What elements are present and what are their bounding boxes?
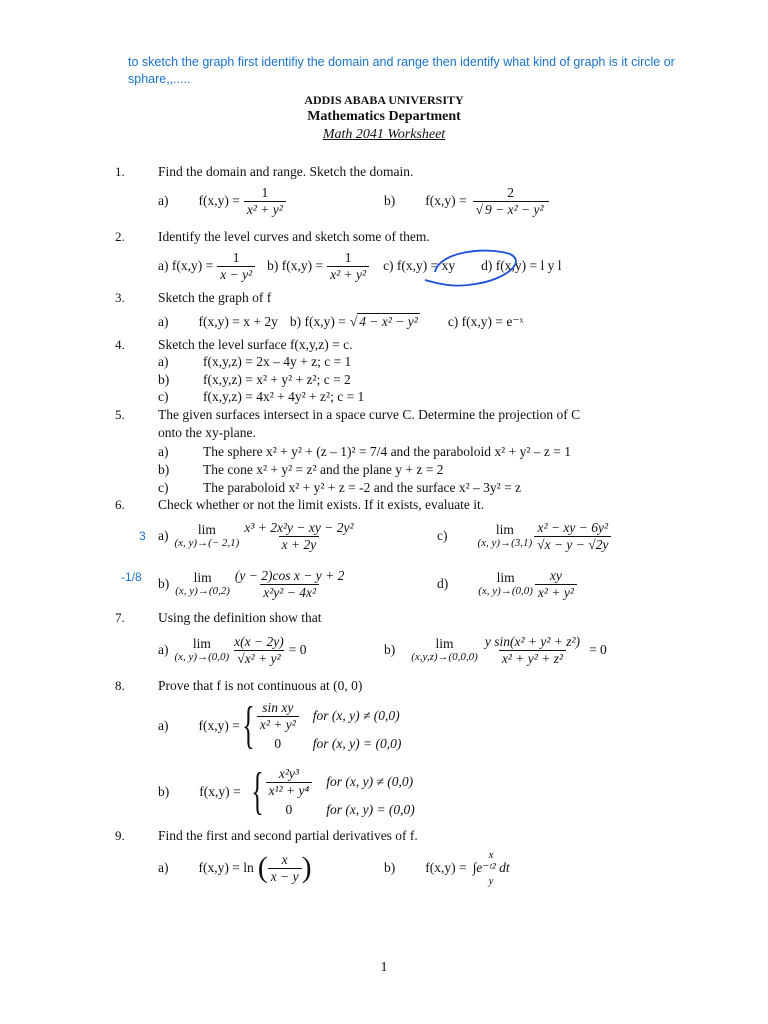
lhs: f(x,y) = [425, 860, 467, 875]
problem-4-item-a: f(x,y,z) = 2x – 4y + z; c = 1 [203, 354, 352, 369]
fraction [534, 520, 611, 552]
problem-2-number: 2. [115, 229, 125, 244]
problem-6-number: 6. [115, 497, 125, 512]
label-a: a) [158, 642, 169, 657]
denominator: x − y [268, 868, 302, 885]
problem-4-item-b: f(x,y,z) = x² + y² + z²; c = 2 [203, 372, 351, 387]
problem-5-item-b: The cone x² + y² = z² and the plane y + z = 2 [203, 462, 444, 477]
fraction [257, 700, 299, 732]
limit [478, 571, 533, 598]
problem-4-item-b-label: b) [158, 372, 170, 387]
denominator: x − y² [217, 266, 255, 283]
lim-subscript: (x, y)→(3,1) [477, 537, 533, 550]
numerator: x²y³ [278, 765, 299, 781]
problem-8-text: Prove that f is not continuous at (0, 0) [158, 678, 363, 693]
annotation-note-line-1: to sketch the graph first identifiy the domain and range then identify what kind of graph is it circle or [128, 55, 675, 69]
lim-subscript: (x,y,z)→(0,0,0) [411, 651, 478, 664]
zero-value: 0 [285, 802, 293, 818]
limit [411, 637, 478, 664]
radicand: 9 − x² − y² [485, 201, 544, 217]
problem-9a [158, 846, 312, 890]
problem-9-number: 9. [115, 828, 125, 843]
lhs: f(x,y) = [425, 193, 467, 208]
problem-6d [437, 562, 577, 606]
lhs: f(x,y) = [199, 784, 241, 799]
handwritten-circle-annotation [415, 244, 525, 292]
denominator: x + 2y [279, 536, 320, 553]
problem-7b [384, 628, 607, 672]
numerator: 1 [232, 249, 240, 265]
denominator: x² + y² [535, 584, 577, 601]
lim-subscript: (x, y)→(− 2,1) [174, 537, 240, 550]
limit [175, 637, 230, 664]
lim-word: lim [193, 569, 212, 585]
integral-body: ∫e⁻ᵗ² dt [472, 860, 510, 876]
problem-5-item-c: The paraboloid x² + y² + z = -2 and the surface x² – 3y² = z [203, 480, 522, 495]
numerator: 2 [507, 184, 514, 200]
margin-note-minus-1-8: -1/8 [121, 570, 142, 584]
problem-9-text: Find the first and second partial derivatives of f. [158, 828, 418, 843]
problem-6c [437, 514, 611, 558]
lhs: f(x,y) = ln [198, 860, 254, 875]
label-a: a) f(x,y) = [158, 258, 214, 273]
problem-4-number: 4. [115, 337, 125, 352]
cases [266, 766, 415, 818]
problem-3-text: Sketch the graph of f [158, 290, 272, 305]
label-b: b) [158, 576, 170, 591]
numerator: xy [549, 567, 562, 583]
condition-2: for (x, y) = (0,0) [312, 736, 402, 752]
fraction [535, 568, 577, 600]
label-c: c) [437, 528, 448, 543]
problem-5-text-1: The given surfaces intersect in a space curve C. Determine the projection of C [158, 407, 581, 422]
denominator: x² + y² + z² [499, 650, 566, 667]
problem-6-text: Check whether or not the limit exists. If it exists, evaluate it. [158, 497, 485, 512]
problem-4-item-c-label: c) [158, 389, 169, 404]
integral-bounds [473, 849, 510, 887]
equals-zero: = 0 [288, 642, 307, 657]
numerator: 1 [344, 249, 352, 265]
problem-4-item-c: f(x,y,z) = 4x² + 4y² + z²; c = 1 [203, 389, 365, 404]
label-b: b) [384, 642, 396, 657]
lim-subscript: (x, y)→(0,0) [174, 651, 230, 664]
numerator: x(x − 2y) [234, 633, 284, 649]
label-c: c) f(x,y) = xy [383, 258, 456, 273]
numerator: x² − xy − 6y² [537, 519, 609, 535]
limit [478, 523, 533, 550]
problem-7a [158, 628, 307, 672]
label-a: a) [158, 860, 169, 875]
label-b: b) [384, 193, 396, 208]
denominator: √x² + y² [234, 650, 283, 667]
brace: { [242, 697, 255, 754]
label-a: a) [158, 528, 169, 543]
equals-zero: = 0 [589, 642, 607, 657]
label-d: d) f(x,y) = l y l [481, 258, 562, 273]
label-b: b) f(x,y) = [267, 258, 324, 273]
lim-word: lim [192, 635, 211, 651]
condition-1: for (x, y) ≠ (0,0) [312, 708, 400, 723]
problem-5-item-a-label: a) [158, 444, 169, 459]
radicand: 4 − x² − y² [359, 314, 418, 329]
fraction [268, 852, 302, 884]
problem-1a [158, 184, 286, 218]
annotation-note-line-2: sphare,,..... [128, 72, 191, 86]
denominator: √x − y − √2y [534, 536, 611, 553]
problem-1-number: 1. [115, 164, 125, 179]
lower-bound: y [488, 874, 494, 887]
label-c: c) f(x,y) = e⁻ˣ [447, 314, 524, 329]
root-b: √ 4 − x² − y² [349, 314, 418, 329]
numerator: y sin(x² + y² + z²) [484, 633, 581, 649]
denominator: x² + y² [244, 201, 286, 218]
lim-word: lim [496, 569, 515, 585]
problem-4-text: Sketch the level surface f(x,y,z) = c. [158, 337, 353, 352]
expr-a: f(x,y) = x + 2y [198, 314, 278, 329]
brace: { [250, 763, 264, 820]
limit [175, 523, 240, 550]
label-a: a) [158, 193, 169, 208]
fraction [244, 185, 286, 217]
label-b: b) f(x,y) = [289, 314, 346, 329]
fraction-b [327, 250, 369, 282]
problem-5-number: 5. [115, 407, 125, 422]
problem-1-text: Find the domain and range. Sketch the domain. [158, 164, 414, 179]
department-name: Mathematics Department [307, 109, 461, 124]
right-paren: ) [301, 851, 312, 884]
lim-word: lim [435, 635, 454, 651]
problem-5-text-2: onto the xy-plane. [158, 425, 256, 440]
problem-3-parts [158, 314, 523, 330]
problem-7-number: 7. [115, 610, 125, 625]
problem-5-item-a: The sphere x² + y² + (z – 1)² = 7/4 and the paraboloid x² + y² – z = 1 [203, 444, 571, 459]
denominator: x² + y² [257, 716, 299, 733]
fraction [232, 568, 347, 600]
label-a: a) [158, 314, 169, 329]
problem-7-text: Using the definition show that [158, 610, 322, 625]
denominator: x¹² + y⁴ [266, 782, 313, 799]
limit [175, 571, 230, 598]
worksheet-title: Math 2041 Worksheet [322, 127, 446, 142]
problem-8b [158, 762, 415, 822]
fraction [473, 185, 549, 217]
denominator: x²y² − 4x² [260, 584, 319, 601]
label-b: b) [384, 860, 396, 875]
numerator: (y − 2)cos x − y + 2 [234, 567, 345, 583]
fraction [231, 634, 287, 666]
problem-3-number: 3. [115, 290, 125, 305]
label-a: a) [158, 718, 169, 733]
problem-6a [158, 514, 357, 558]
problem-2-text: Identify the level curves and sketch some of them. [158, 229, 430, 244]
problem-8a [158, 696, 401, 756]
lim-subscript: (x, y)→(0,0) [478, 585, 533, 598]
problem-5-item-b-label: b) [158, 462, 170, 477]
numerator: x [281, 851, 288, 867]
fraction [266, 766, 313, 798]
lim-word: lim [197, 521, 216, 537]
numerator: 1 [261, 184, 269, 200]
fraction-a [217, 250, 255, 282]
condition-2: for (x, y) = (0,0) [326, 802, 415, 818]
condition-1: for (x, y) ≠ (0,0) [326, 774, 414, 789]
denominator: √ 9 − x² − y² [473, 201, 549, 218]
piecewise [240, 697, 402, 754]
cases [257, 700, 402, 752]
lhs: f(x,y) = [198, 718, 240, 733]
fraction [241, 520, 356, 552]
label-b: b) [158, 784, 170, 799]
problem-4-item-a-label: a) [158, 354, 169, 369]
label-d: d) [437, 576, 449, 591]
upper-bound: x [488, 849, 494, 862]
denominator: x² + y² [327, 266, 369, 283]
problem-9b [384, 846, 510, 890]
fraction [482, 634, 583, 666]
page-number: 1 [380, 960, 388, 975]
margin-note-3: 3 [139, 529, 146, 543]
problem-5-item-c-label: c) [158, 480, 169, 495]
lhs: f(x,y) = [198, 193, 240, 208]
problem-6b [158, 562, 347, 606]
piecewise [249, 763, 415, 820]
problem-1b [384, 184, 549, 218]
zero-value: 0 [274, 736, 282, 752]
lim-subscript: (x, y)→(0,2) [175, 585, 230, 598]
problem-8-number: 8. [115, 678, 125, 693]
university-name: ADDIS ABABA UNIVERSITY [304, 93, 464, 107]
numerator: sin xy [262, 699, 294, 715]
numerator: x³ + 2x²y − xy − 2y² [244, 519, 354, 535]
lim-word: lim [495, 521, 514, 537]
left-paren: ( [257, 851, 268, 884]
